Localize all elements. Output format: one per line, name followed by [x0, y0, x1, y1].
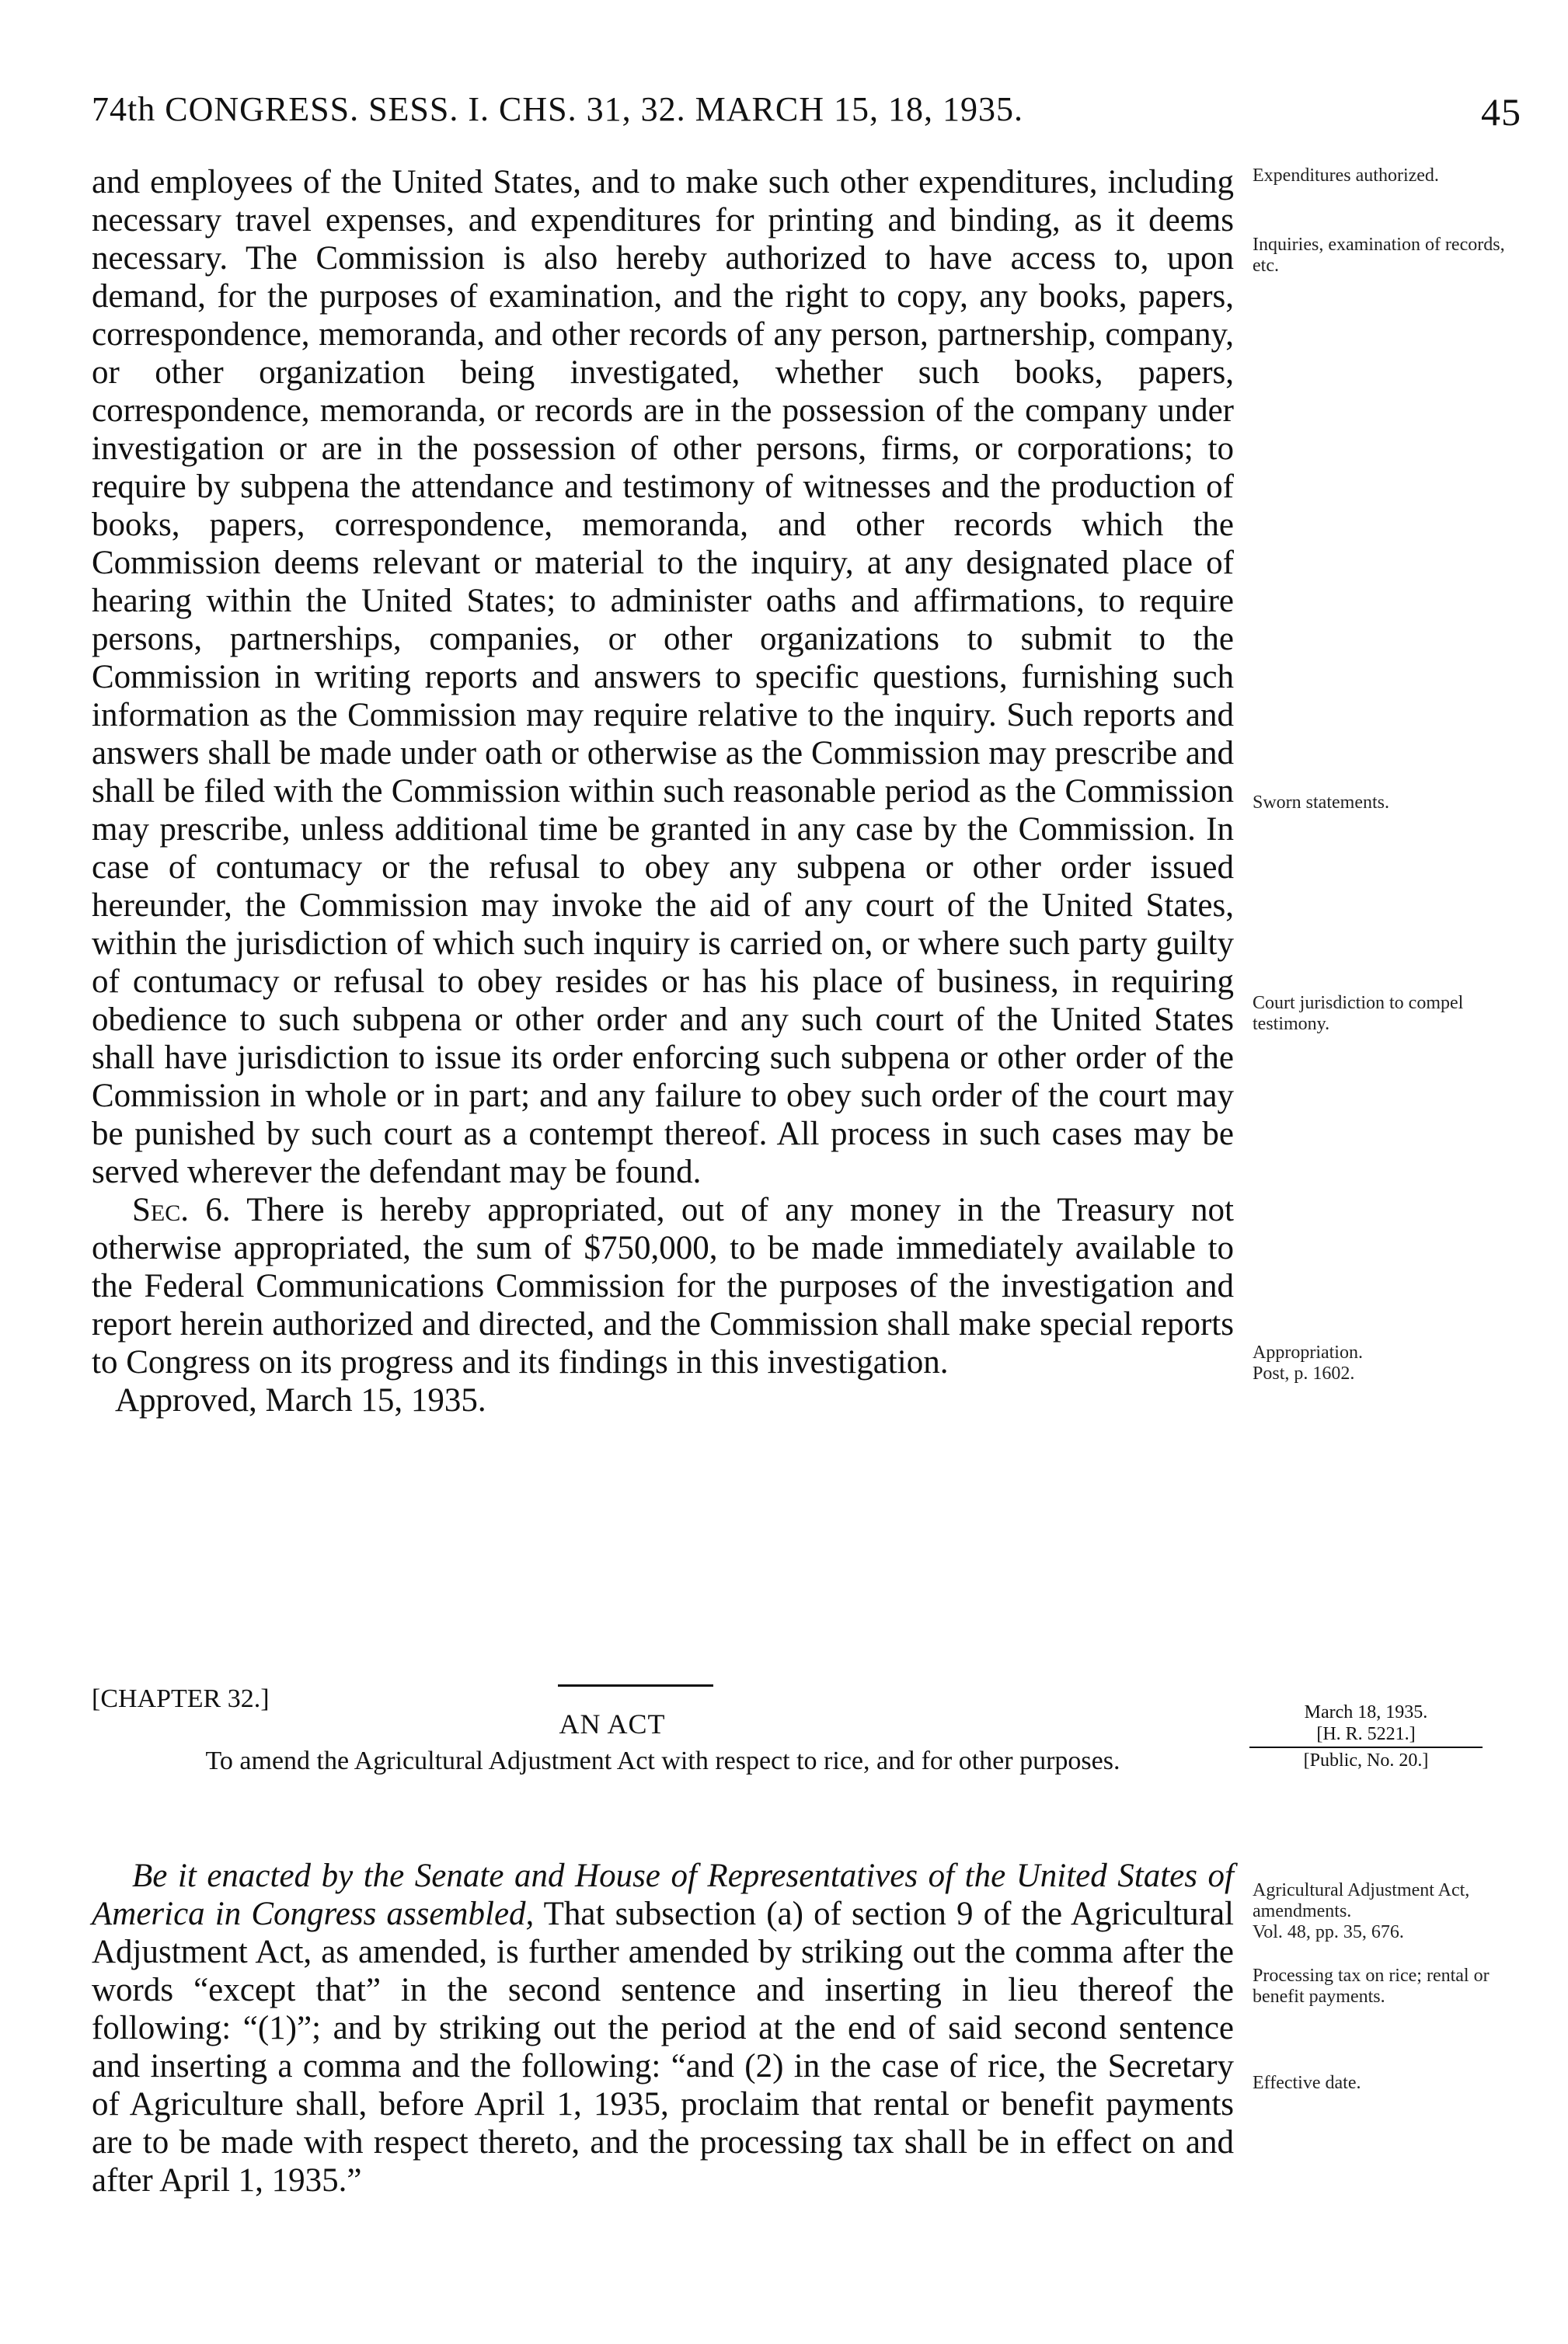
- public-number: [Public, No. 20.]: [1303, 1750, 1429, 1771]
- approval-line: Approved, March 15, 1935.: [115, 1382, 486, 1419]
- act-heading: AN ACT: [559, 1708, 666, 1740]
- paragraph-section6: [92, 1191, 1234, 1381]
- appropriation-label: Appropriation.: [1253, 1343, 1363, 1363]
- chapter-label: [CHAPTER 32.]: [92, 1684, 270, 1713]
- margin-note-expenditures: Expenditures authorized.: [1253, 165, 1439, 186]
- margin-note-processing: Processing tax on rice; rental or benefit payments.: [1253, 1966, 1490, 2007]
- bill-info: [1249, 1701, 1483, 1771]
- bill-number: [H. R. 5221.]: [1316, 1724, 1416, 1744]
- running-header: [92, 89, 1521, 136]
- aaa-label: Agricultural Adjustment Act, amendments.: [1253, 1880, 1470, 1921]
- section-label: Sec. 6.: [132, 1192, 231, 1228]
- aaa-ref: Vol. 48, pp. 35, 676.: [1253, 1922, 1404, 1942]
- act-purpose: To amend the Agricultural Adjustment Act with respect to rice, and for other purposes.: [205, 1747, 1120, 1775]
- margin-note-effective: Effective date.: [1253, 2073, 1361, 2093]
- enacting-paragraph: [92, 1857, 1234, 2199]
- appropriation-ref: Post, p. 1602.: [1253, 1364, 1355, 1384]
- divider: [1249, 1747, 1483, 1748]
- paragraph-section5-continued: and employees of the United States, and to make such other expenditures, including necessary travel expenses, and expenditures for printing and binding, as it deems necessary. The Commission is also hereby authorized to have access to, upon demand, for the purposes of examination, and the right to copy, any books, papers, correspondence, memoranda, and other records of any person, partnership, company, or other organization being investigated, whether such books, papers, correspondence, memoranda, or records are in the possession of the company under investigation or are in the possession of other persons, firms, or corporations; to require by subpena the attendance and testimony of witnesses and the production of books, papers, correspondence, memoranda, and other records which the Commission deems relevant or material to the inquiry, at any designated place of hearing within the United States; to administer oaths and affirmations, to require persons, partnerships, companies, or other organizations to submit to the Commission in writing reports and answers to specific questions, furnishing such information as the Commission may require relative to the inquiry. Such reports and answers shall be made under oath or otherwise as the Commission may prescribe and shall be filed with the Commission within such reasonable period as the Commission may prescribe, unless additional time be granted in any case by the Commission. In case of contumacy or the refusal to obey any subpena or other order issued hereunder, the Commission may invoke the aid of any court of the United States, within the jurisdiction of which such inquiry is carried on, or where such party guilty of contumacy or refusal to obey resides or has his place of business, in requiring obedience to such subpena or other order and any such court of the United States shall have jurisdiction to issue its order enforcing such subpena or other order of the Commission in whole or in part; and any failure to obey such order of the court may be punished by such court as a contempt thereof. All process in such cases may be served wherever the defendant may be found.: [92, 164, 1234, 1190]
- enacting-text: That subsection (a) of section 9 of the Agricultural Adjustment Act, as amended, is further amended by striking out the comma after the words “except that” in the second sentence and inserting in lieu thereof the following: “(1)”; and by striking out the period at the end of said second sentence and inserting a comma and the following: “and (2) in the case of rice, the Secretary of Agriculture shall, before April 1, 1935, proclaim that rental or benefit payments are to be made with respect thereto, and the processing tax shall be in effect on and after April 1, 1935.”: [92, 1896, 1234, 2199]
- margin-note-court: Court jurisdiction to compel testimony.: [1253, 993, 1464, 1034]
- page-number: 45: [1481, 90, 1521, 134]
- margin-note-appropriation: [1253, 1343, 1524, 1384]
- divider: [558, 1684, 713, 1687]
- act-date: March 18, 1935.: [1304, 1702, 1428, 1722]
- section6-text: There is hereby appropriated, out of any money in the Treasury not otherwise appropriated, the sum of $750,000, to be made immediately available to the Federal Communications Commission for the purposes of the investigation and report herein authorized and directed, and the Commission shall make special reports to Congress on its progress and its findings in this investigation.: [92, 1192, 1234, 1381]
- margin-note-sworn: Sworn statements.: [1253, 792, 1389, 813]
- running-head: 74th CONGRESS. SESS. I. CHS. 31, 32. MARCH 15, 18, 1935.: [92, 90, 1023, 128]
- main-text: [92, 163, 1234, 1419]
- margin-note-aaa: [1253, 1880, 1524, 1943]
- enacting-clause: Be it enacted by the Senate and House of Representatives of the United States of America in Congress assembled,: [92, 1858, 1234, 1932]
- margin-note-inquiries: Inquiries, examination of records, etc.: [1253, 235, 1505, 276]
